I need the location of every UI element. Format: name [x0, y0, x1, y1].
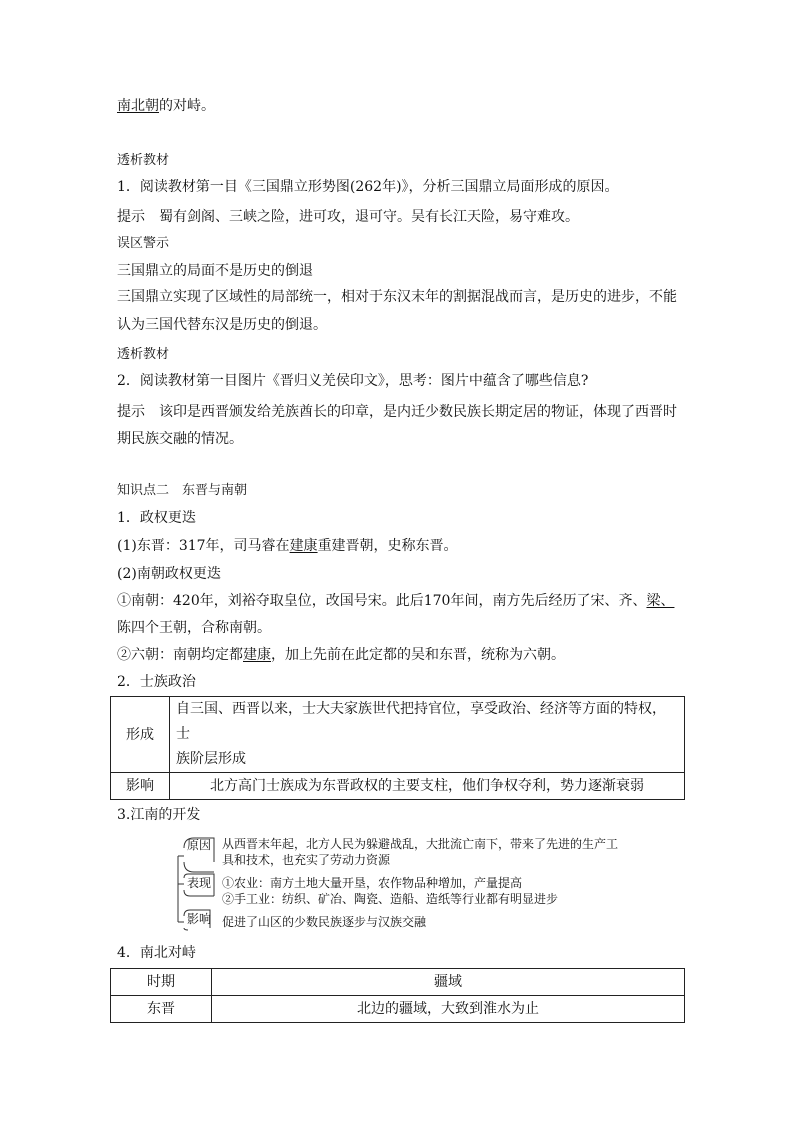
section-title: 知识点二 东晋与南朝	[117, 483, 248, 498]
table-cell-label: 影响	[111, 773, 170, 800]
underlined-term: 梁、	[646, 593, 675, 609]
q2-heading: 透析教材	[117, 347, 170, 362]
table-row	[111, 996, 685, 1023]
biaoxian-line-2: ②手工业：纺织、矿冶、陶瓷、造船、造纸等行业都有明显进步	[222, 892, 559, 906]
yingxiang-line-1: 促进了山区的少数民族逐步与汉族交融	[222, 915, 427, 929]
warning-body-2: 认为三国代替东汉是历史的倒退。	[117, 317, 327, 333]
table-cell-text	[170, 697, 685, 773]
table-row	[111, 697, 685, 773]
warning-title: 三国鼎立的局面不是历史的倒退	[117, 263, 313, 279]
underlined-term: 建康	[289, 538, 318, 554]
cell-line: 自三国、西晋以来，士大夫家族世代把持官位，享受政治、经济等方面的特权，士	[176, 701, 666, 742]
section-4-heading: 4．南北对峙	[117, 945, 196, 961]
section-1b2	[117, 646, 565, 664]
table-cell: 东晋	[111, 996, 212, 1023]
table-cell-text: 北方高门士族成为东晋政权的主要支柱，他们争权夺利，势力逐渐衰弱	[170, 773, 685, 800]
intro-rest: 的对峙。	[159, 98, 215, 114]
q1-answer: 提示 蜀有剑阁、三峡之险，进可攻，退可守。吴有长江天险，易守难攻。	[117, 209, 579, 225]
label-yingxiang: 影响	[187, 912, 212, 926]
section-1b1-cont: 陈四个王朝，合称南朝。	[117, 620, 271, 636]
duizhi-table	[110, 968, 685, 1023]
table-cell: 北边的疆域，大致到淮水为止	[212, 996, 685, 1023]
biaoxian-line-1: ①农业：南方土地大量开垦，农作物品种增加，产量提高	[222, 876, 523, 890]
q1-question: 1．阅读教材第一目《三国鼎立形势图(262年)》，分析三国鼎立局面形成的原因。	[117, 179, 619, 195]
table-cell-label: 形成	[111, 697, 170, 773]
table-header-row	[111, 969, 685, 996]
section-1b: (2)南朝政权更迭	[117, 566, 221, 582]
table-header-cell: 疆域	[212, 969, 685, 996]
section-1b1	[117, 592, 674, 610]
section-1b2-pre: ②六朝：南朝均定都	[117, 647, 243, 663]
jiangnan-diagram	[170, 834, 640, 934]
q2-answer-1: 提示 该印是西晋颁发给羌族酋长的印章，是内迁少数民族长期定居的物证，体现了西晋时	[117, 404, 677, 420]
shizu-table	[110, 696, 685, 800]
yuanyin-line-2: 具和技术，也充实了劳动力资源	[222, 853, 391, 867]
table-header-cell: 时期	[111, 969, 212, 996]
underlined-term: 南北朝	[117, 98, 159, 114]
yuanyin-line-1: 从西晋末年起，北方人民为躲避战乱，大批流亡南下，带来了先进的生产工	[222, 837, 619, 851]
section-1a	[117, 537, 458, 555]
label-biaoxian: 表现	[187, 876, 212, 890]
warning-body-1: 三国鼎立实现了区域性的局部统一，相对于东汉末年的割据混战而言，是历史的进步，不能	[117, 289, 677, 305]
warning-heading: 误区警示	[117, 236, 170, 251]
section-1a-post: 重建晋朝，史称东晋。	[317, 538, 458, 554]
section-1b1-pre: ①南朝：420年，刘裕夺取皇位，改国号宋。此后170年间，南方先后经历了宋、齐、	[117, 593, 647, 609]
section-2-heading: 2．士族政治	[117, 674, 196, 690]
label-yuanyin: 原因	[187, 838, 212, 852]
cell-line: 族阶层形成	[176, 751, 246, 767]
intro-line	[117, 97, 215, 115]
section-1-heading: 1．政权更迭	[117, 510, 196, 526]
table-row	[111, 773, 685, 800]
section-1a-pre: (1)东晋：317年，司马睿在	[117, 538, 290, 554]
section-3-heading: 3.江南的开发	[117, 807, 201, 823]
q1-heading: 透析教材	[117, 153, 170, 168]
q2-answer-2: 期民族交融的情况。	[117, 431, 243, 447]
q2-question: 2．阅读教材第一目图片《晋归义羌侯印文》，思考：图片中蕴含了哪些信息?	[117, 373, 589, 389]
underlined-term: 建康	[243, 647, 271, 663]
section-1b2-post: ，加上先前在此定都的吴和东晋，统称为六朝。	[271, 647, 565, 663]
